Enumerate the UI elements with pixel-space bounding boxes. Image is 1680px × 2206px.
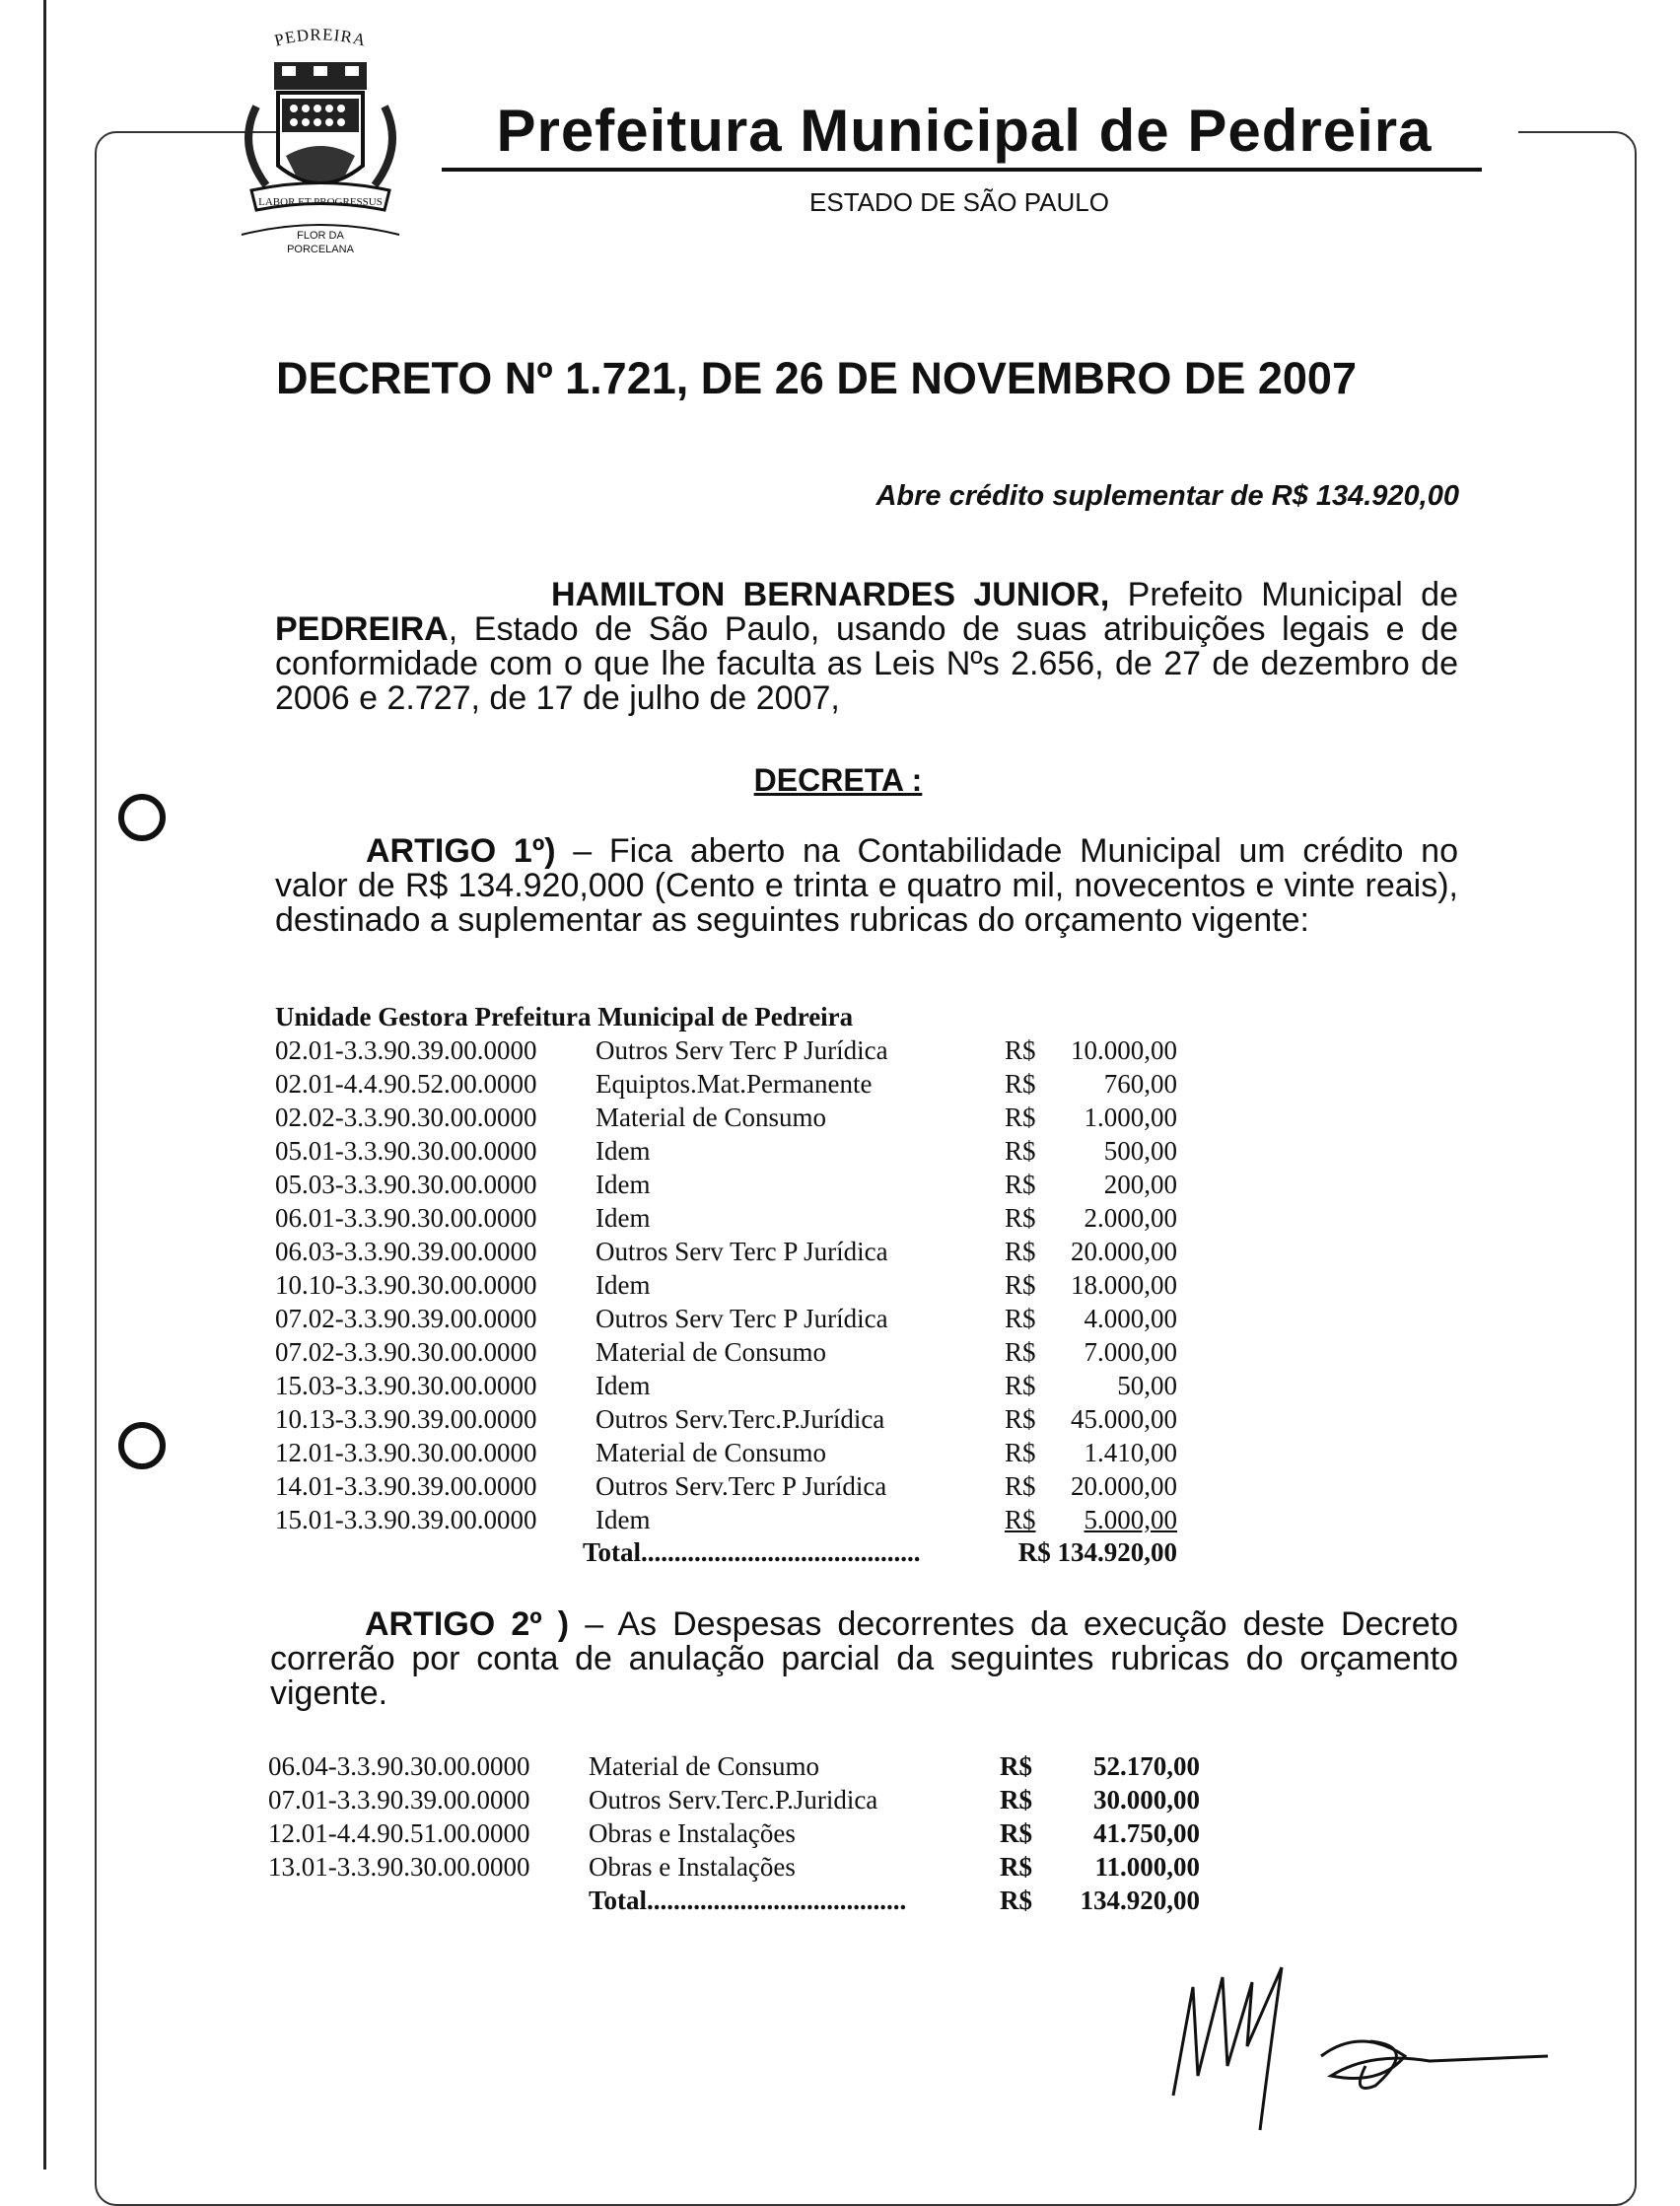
total-amount: 134.920,00: [1080, 1886, 1200, 1915]
crest-top-text: PEDREIRA: [272, 28, 369, 50]
currency: R$: [1005, 1471, 1036, 1501]
table-row: [275, 1371, 1192, 1404]
decree-ementa: Abre crédito suplementar de R$ 134.920,00: [875, 480, 1459, 512]
currency: R$: [1005, 1103, 1036, 1132]
table-row: [275, 1404, 1192, 1438]
amount: 4.000,00: [1084, 1304, 1177, 1333]
currency: R$: [1005, 1270, 1036, 1300]
rubric-description: Idem: [595, 1505, 651, 1534]
currency: R$: [1000, 1818, 1032, 1848]
svg-text:PEDREIRA: [272, 28, 368, 50]
rubric-description: Material de Consumo: [595, 1103, 826, 1132]
amount: 41.750,00: [1093, 1818, 1200, 1848]
crest-icon: [217, 28, 424, 274]
currency: R$: [1005, 1404, 1036, 1434]
rubric-code: 12.01-4.4.90.51.00.0000: [268, 1818, 530, 1848]
decree-title: DECRETO Nº 1.721, DE 26 DE NOVEMBRO DE 2007: [276, 353, 1357, 403]
table-row: [275, 1438, 1192, 1471]
annulment-table-total: [268, 1886, 1205, 1919]
rubric-description: Outros Serv.Terc.P.Juridica: [589, 1785, 878, 1815]
article-2-label: ARTIGO 2º ): [365, 1605, 570, 1643]
table-row: [275, 1304, 1192, 1337]
state-subtitle: ESTADO DE SÃO PAULO: [809, 187, 1109, 217]
rubric-description: Outros Serv Terc P Jurídica: [595, 1035, 888, 1065]
city-name: PEDREIRA: [275, 610, 449, 648]
rubric-code: 06.04-3.3.90.30.00.0000: [268, 1751, 530, 1781]
currency: R$: [1000, 1751, 1032, 1781]
table-row: [275, 1471, 1192, 1505]
rubric-description: Equiptos.Mat.Permanente: [595, 1069, 873, 1099]
rubric-description: Outros Serv Terc P Jurídica: [595, 1237, 888, 1266]
punch-hole: [118, 1422, 166, 1469]
rubric-description: Idem: [595, 1270, 651, 1300]
rubric-code: 10.13-3.3.90.39.00.0000: [275, 1404, 537, 1434]
amount: 200,00: [1103, 1170, 1177, 1199]
signatures: [1154, 1948, 1548, 2145]
table-row: [275, 1035, 1192, 1069]
credit-table-total: [275, 1537, 1192, 1571]
rubric-code: 15.03-3.3.90.30.00.0000: [275, 1371, 537, 1400]
credit-table-heading: Unidade Gestora Prefeitura Municipal de Pedreira: [275, 1002, 854, 1032]
amount: 2.000,00: [1084, 1203, 1177, 1233]
rubric-code: 12.01-3.3.90.30.00.0000: [275, 1438, 537, 1467]
rubric-description: Material de Consumo: [595, 1438, 826, 1467]
rubric-description: Obras e Instalações: [589, 1818, 796, 1848]
table-row: [268, 1785, 1205, 1818]
org-title: Prefeitura Municipal de Pedreira: [496, 98, 1433, 164]
amount: 30.000,00: [1093, 1785, 1200, 1815]
rubric-code: 15.01-3.3.90.39.00.0000: [275, 1505, 537, 1534]
amount: 1.410,00: [1084, 1438, 1177, 1467]
rubric-code: 02.02-3.3.90.30.00.0000: [275, 1103, 537, 1132]
rubric-code: 06.01-3.3.90.30.00.0000: [275, 1203, 537, 1233]
currency: R$: [1005, 1304, 1036, 1333]
rubric-description: Idem: [595, 1136, 651, 1166]
rubric-code: 02.01-4.4.90.52.00.0000: [275, 1069, 537, 1099]
amount: 45.000,00: [1071, 1404, 1177, 1434]
table-row: [268, 1818, 1205, 1852]
punch-hole: [118, 794, 166, 841]
amount: 10.000,00: [1071, 1035, 1177, 1065]
amount: 7.000,00: [1084, 1337, 1177, 1367]
amount: 20.000,00: [1071, 1471, 1177, 1501]
rubric-description: Idem: [595, 1371, 651, 1400]
table-row: [275, 1170, 1192, 1203]
amount: 760,00: [1103, 1069, 1177, 1099]
currency: R$: [1005, 1438, 1036, 1467]
currency: R$: [1000, 1785, 1032, 1815]
amount: 50,00: [1117, 1371, 1177, 1400]
rubric-description: Idem: [595, 1170, 651, 1199]
rubric-code: 13.01-3.3.90.30.00.0000: [268, 1852, 530, 1882]
title-underline: [442, 168, 1482, 172]
preamble-paragraph: [275, 578, 1458, 716]
rubric-description: Material de Consumo: [589, 1751, 819, 1781]
rubric-description: Outros Serv.Terc.P.Jurídica: [595, 1404, 885, 1434]
currency: R$: [1005, 1337, 1036, 1367]
table-row: [275, 1337, 1192, 1371]
amount: 11.000,00: [1094, 1852, 1200, 1882]
rubric-description: Material de Consumo: [595, 1337, 826, 1367]
preamble-text: , Estado de São Paulo, usando de suas atribuições legais e de conformidade com o que lhe faculta as Leis Nºs 2.656, de 27 de dezembro de 2006 e 2.727, de 17 de julho de 2007,: [275, 610, 1458, 717]
table-row: [268, 1852, 1205, 1886]
rubric-code: 10.10-3.3.90.30.00.0000: [275, 1270, 537, 1300]
article-1-label: ARTIGO 1º): [366, 832, 556, 870]
rubric-code: 07.01-3.3.90.39.00.0000: [268, 1785, 530, 1815]
preamble-text: Prefeito Municipal de: [1109, 576, 1458, 613]
currency: R$: [1005, 1035, 1036, 1065]
total-value: R$ 134.920,00: [1017, 1537, 1177, 1567]
currency: R$: [1005, 1505, 1036, 1534]
amount: 5.000,00: [1084, 1505, 1177, 1534]
amount: 18.000,00: [1071, 1270, 1177, 1300]
currency: R$: [1005, 1136, 1036, 1166]
amount: 52.170,00: [1093, 1751, 1200, 1781]
crest-bottom-line1: FLOR DA: [297, 230, 344, 242]
rubric-code: 07.02-3.3.90.39.00.0000: [275, 1304, 537, 1333]
currency: R$: [1005, 1069, 1036, 1099]
amount: 1.000,00: [1084, 1103, 1177, 1132]
article-2: [270, 1607, 1458, 1711]
amount: 500,00: [1103, 1136, 1177, 1166]
rubric-description: Idem: [595, 1203, 651, 1233]
table-row: [268, 1751, 1205, 1785]
table-row: [275, 1203, 1192, 1237]
rubric-description: Outros Serv Terc P Jurídica: [595, 1304, 888, 1333]
table-row: [275, 1136, 1192, 1170]
total-label: Total.......................................: [589, 1886, 907, 1915]
currency: R$: [1005, 1170, 1036, 1199]
left-margin-rule: [43, 0, 46, 2170]
amount: 20.000,00: [1071, 1237, 1177, 1266]
municipal-crest: [217, 28, 424, 274]
rubric-code: 07.02-3.3.90.30.00.0000: [275, 1337, 537, 1367]
crest-bottom-line2: PORCELANA: [287, 244, 354, 255]
table-row: [275, 1270, 1192, 1304]
currency: R$: [1005, 1371, 1036, 1400]
rubric-code: 05.03-3.3.90.30.00.0000: [275, 1170, 537, 1199]
rubric-code: 06.03-3.3.90.39.00.0000: [275, 1237, 537, 1266]
table-row: [275, 1103, 1192, 1136]
rubric-code: 14.01-3.3.90.39.00.0000: [275, 1471, 537, 1501]
table-row: [275, 1237, 1192, 1270]
article-1: [275, 834, 1458, 938]
mayor-name: HAMILTON BERNARDES JUNIOR,: [551, 576, 1110, 613]
crest-motto: LABOR ET PROGRESSUS: [258, 196, 383, 208]
rubric-description: Outros Serv.Terc P Jurídica: [595, 1471, 887, 1501]
total-currency: R$: [1000, 1886, 1032, 1915]
currency: R$: [1000, 1852, 1032, 1882]
article-1-text: – Fica aberto na Contabilidade Municipal um crédito no valor de R$ 134.920,000 (Cento e trinta e quatro mil, novecentos e vinte reais), destinado a suplementar as seguintes rubricas do orçamento vigente:: [275, 832, 1458, 939]
rubric-description: Obras e Instalações: [589, 1852, 796, 1882]
table-row: [275, 1069, 1192, 1103]
currency: R$: [1005, 1203, 1036, 1233]
currency: R$: [1005, 1237, 1036, 1266]
decreta-heading: DECRETA :: [753, 762, 923, 798]
total-label: Total..........................................: [583, 1537, 921, 1567]
signature-icon: [1154, 1948, 1548, 2145]
rubric-code: 05.01-3.3.90.30.00.0000: [275, 1136, 537, 1166]
article-2-text: – As Despesas decorrentes da execução deste Decreto correrão por conta de anulação parcial da seguintes rubricas do orçamento vigente.: [270, 1605, 1458, 1712]
rubric-code: 02.01-3.3.90.39.00.0000: [275, 1035, 537, 1065]
table-row: [275, 1505, 1192, 1538]
